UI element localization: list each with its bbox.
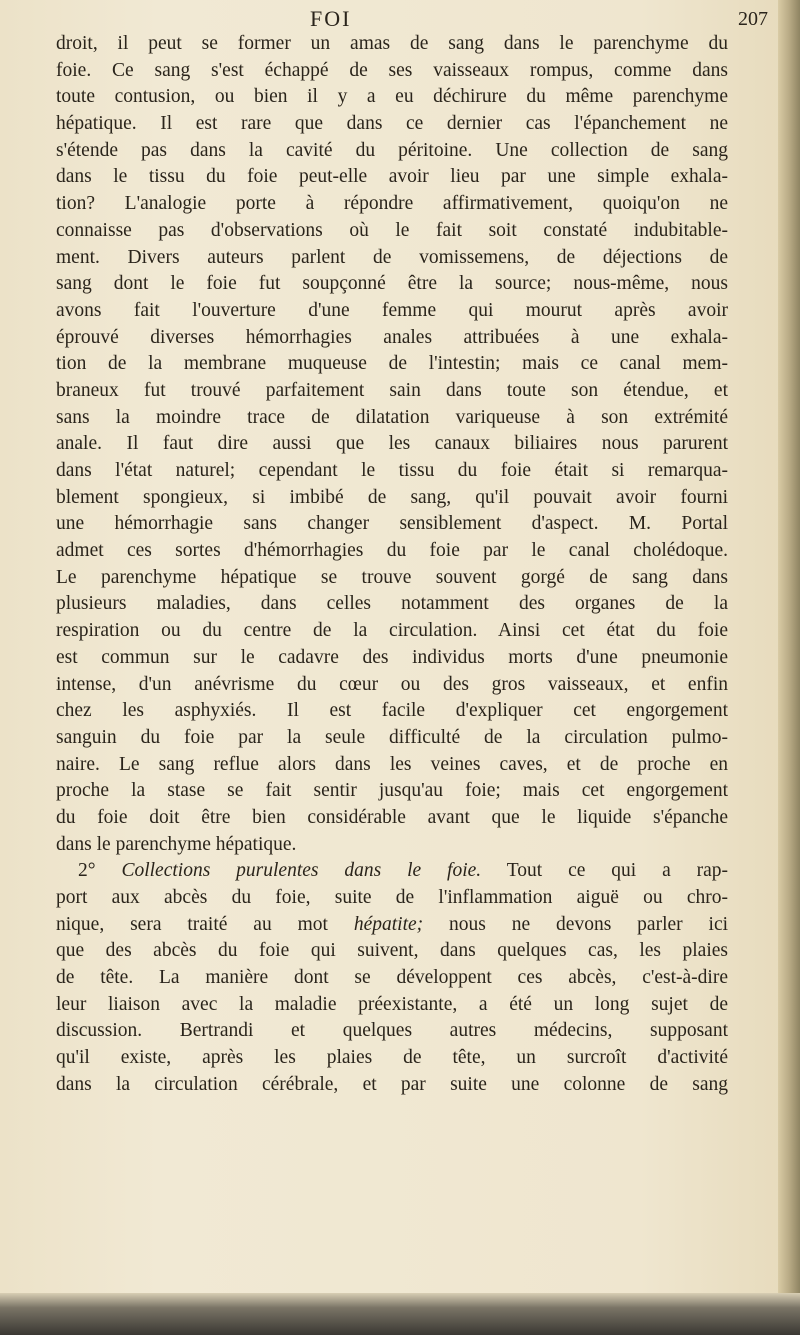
section-heading-line bbox=[56, 858, 728, 885]
section-heading-continuation: Tout ce qui a rap- bbox=[506, 860, 728, 882]
text-line: proche la stase se fait sentir jusqu'au foie; mais cet engorgement bbox=[56, 780, 728, 802]
text-span: nous ne devons parler ici bbox=[449, 913, 729, 935]
text-line: leur liaison avec la maladie préexistante, a été un long sujet de bbox=[56, 993, 728, 1015]
text-line: respiration ou du centre de la circulation. Ainsi cet état du foie bbox=[56, 620, 728, 642]
cross-reference-term: hépatite; bbox=[353, 913, 424, 935]
section-number: 2° bbox=[78, 860, 96, 882]
text-line: port aux abcès du foie, suite de l'inflammation aiguë ou chro- bbox=[56, 887, 728, 908]
text-line: sans la moindre trace de dilatation variqueuse à son extrémité bbox=[56, 406, 728, 428]
text-line: anale. Il faut dire aussi que les canaux biliaires nous parurent bbox=[56, 433, 728, 455]
text-line: du foie doit être bien considérable avant que le liquide s'épanche bbox=[56, 806, 728, 828]
text-line bbox=[56, 912, 728, 939]
text-line: chez les asphyxiés. Il est facile d'expliquer cet engorgement bbox=[56, 700, 728, 722]
paragraph-end-line: dans le parenchyme hépatique. bbox=[56, 833, 297, 855]
scan-bottom-edge bbox=[0, 1293, 800, 1335]
text-line: éprouvé diverses hémorrhagies anales attribuées à une exhala- bbox=[56, 326, 728, 348]
text-line: toute contusion, ou bien il y a eu déchirure du même parenchyme bbox=[56, 86, 728, 108]
text-line: une hémorrhagie sans changer sensiblement d'aspect. M. Portal bbox=[56, 513, 728, 535]
running-title: FOI bbox=[310, 6, 352, 31]
text-line: admet ces sortes d'hémorrhagies du foie par le canal cholédoque. bbox=[56, 540, 728, 562]
text-line: sanguin du foie par la seule difficulté de la circulation pulmo- bbox=[56, 726, 728, 748]
text-span: nique, sera traité au mot bbox=[56, 913, 328, 935]
text-line: braneux fut trouvé parfaitement sain dans toute son étendue, et bbox=[56, 379, 728, 401]
text-line: dans le tissu du foie peut-elle avoir lieu par une simple exhala- bbox=[56, 166, 728, 188]
text-line: intense, d'un anévrisme du cœur ou des gros vaisseaux, et enfin bbox=[56, 673, 728, 695]
text-line: naire. Le sang reflue alors dans les veines caves, et de proche en bbox=[56, 753, 728, 775]
text-line: dans l'état naturel; cependant le tissu du foie était si remarqua- bbox=[56, 460, 728, 481]
text-line: hépatique. Il est rare que dans ce dernier cas l'épanchement ne bbox=[56, 113, 728, 135]
text-line: Le parenchyme hépatique se trouve souvent gorgé de sang dans bbox=[56, 566, 728, 588]
text-line: blement spongieux, si imbibé de sang, qu'il pouvait avoir fourni bbox=[56, 486, 728, 508]
text-line: foie. Ce sang s'est échappé de ses vaisseaux rompus, comme dans bbox=[56, 59, 728, 81]
text-line: ment. Divers auteurs parlent de vomissemens, de déjections de bbox=[56, 246, 728, 268]
text-line: que des abcès du foie qui suivent, dans quelques cas, les plaies bbox=[56, 940, 728, 962]
page-gutter-edge bbox=[778, 0, 800, 1335]
text-line: dans la circulation cérébrale, et par suite une colonne de sang bbox=[56, 1073, 728, 1095]
text-line: discussion. Bertrandi et quelques autres médecins, supposant bbox=[56, 1020, 728, 1042]
text-line: tion? L'analogie porte à répondre affirmativement, quoiqu'on ne bbox=[56, 193, 728, 215]
page-number: 207 bbox=[738, 8, 768, 30]
text-line: droit, il peut se former un amas de sang dans le parenchyme du bbox=[56, 33, 728, 54]
text-line: qu'il existe, après les plaies de tête, un surcroît d'activité bbox=[56, 1047, 728, 1069]
text-line: connaisse pas d'observations où le fait soit constaté indubitable- bbox=[56, 219, 728, 241]
text-line: est commun sur le cadavre des individus morts d'une pneumonie bbox=[56, 646, 728, 668]
text-line: avons fait l'ouverture d'une femme qui mourut après avoir bbox=[56, 299, 728, 321]
text-line: tion de la membrane muqueuse de l'intestin; mais ce canal mem- bbox=[56, 353, 728, 375]
text-line: de tête. La manière dont se développent ces abcès, c'est-à-dire bbox=[56, 967, 728, 989]
section-heading: Collections purulentes dans le foie. bbox=[121, 860, 482, 882]
text-line: plusieurs maladies, dans celles notamment des organes de la bbox=[56, 593, 728, 615]
text-line: s'étende pas dans la cavité du péritoine. Une collection de sang bbox=[56, 139, 728, 161]
text-line: sang dont le foie fut soupçonné être la source; nous-même, nous bbox=[56, 273, 728, 295]
body-text bbox=[56, 31, 728, 1099]
